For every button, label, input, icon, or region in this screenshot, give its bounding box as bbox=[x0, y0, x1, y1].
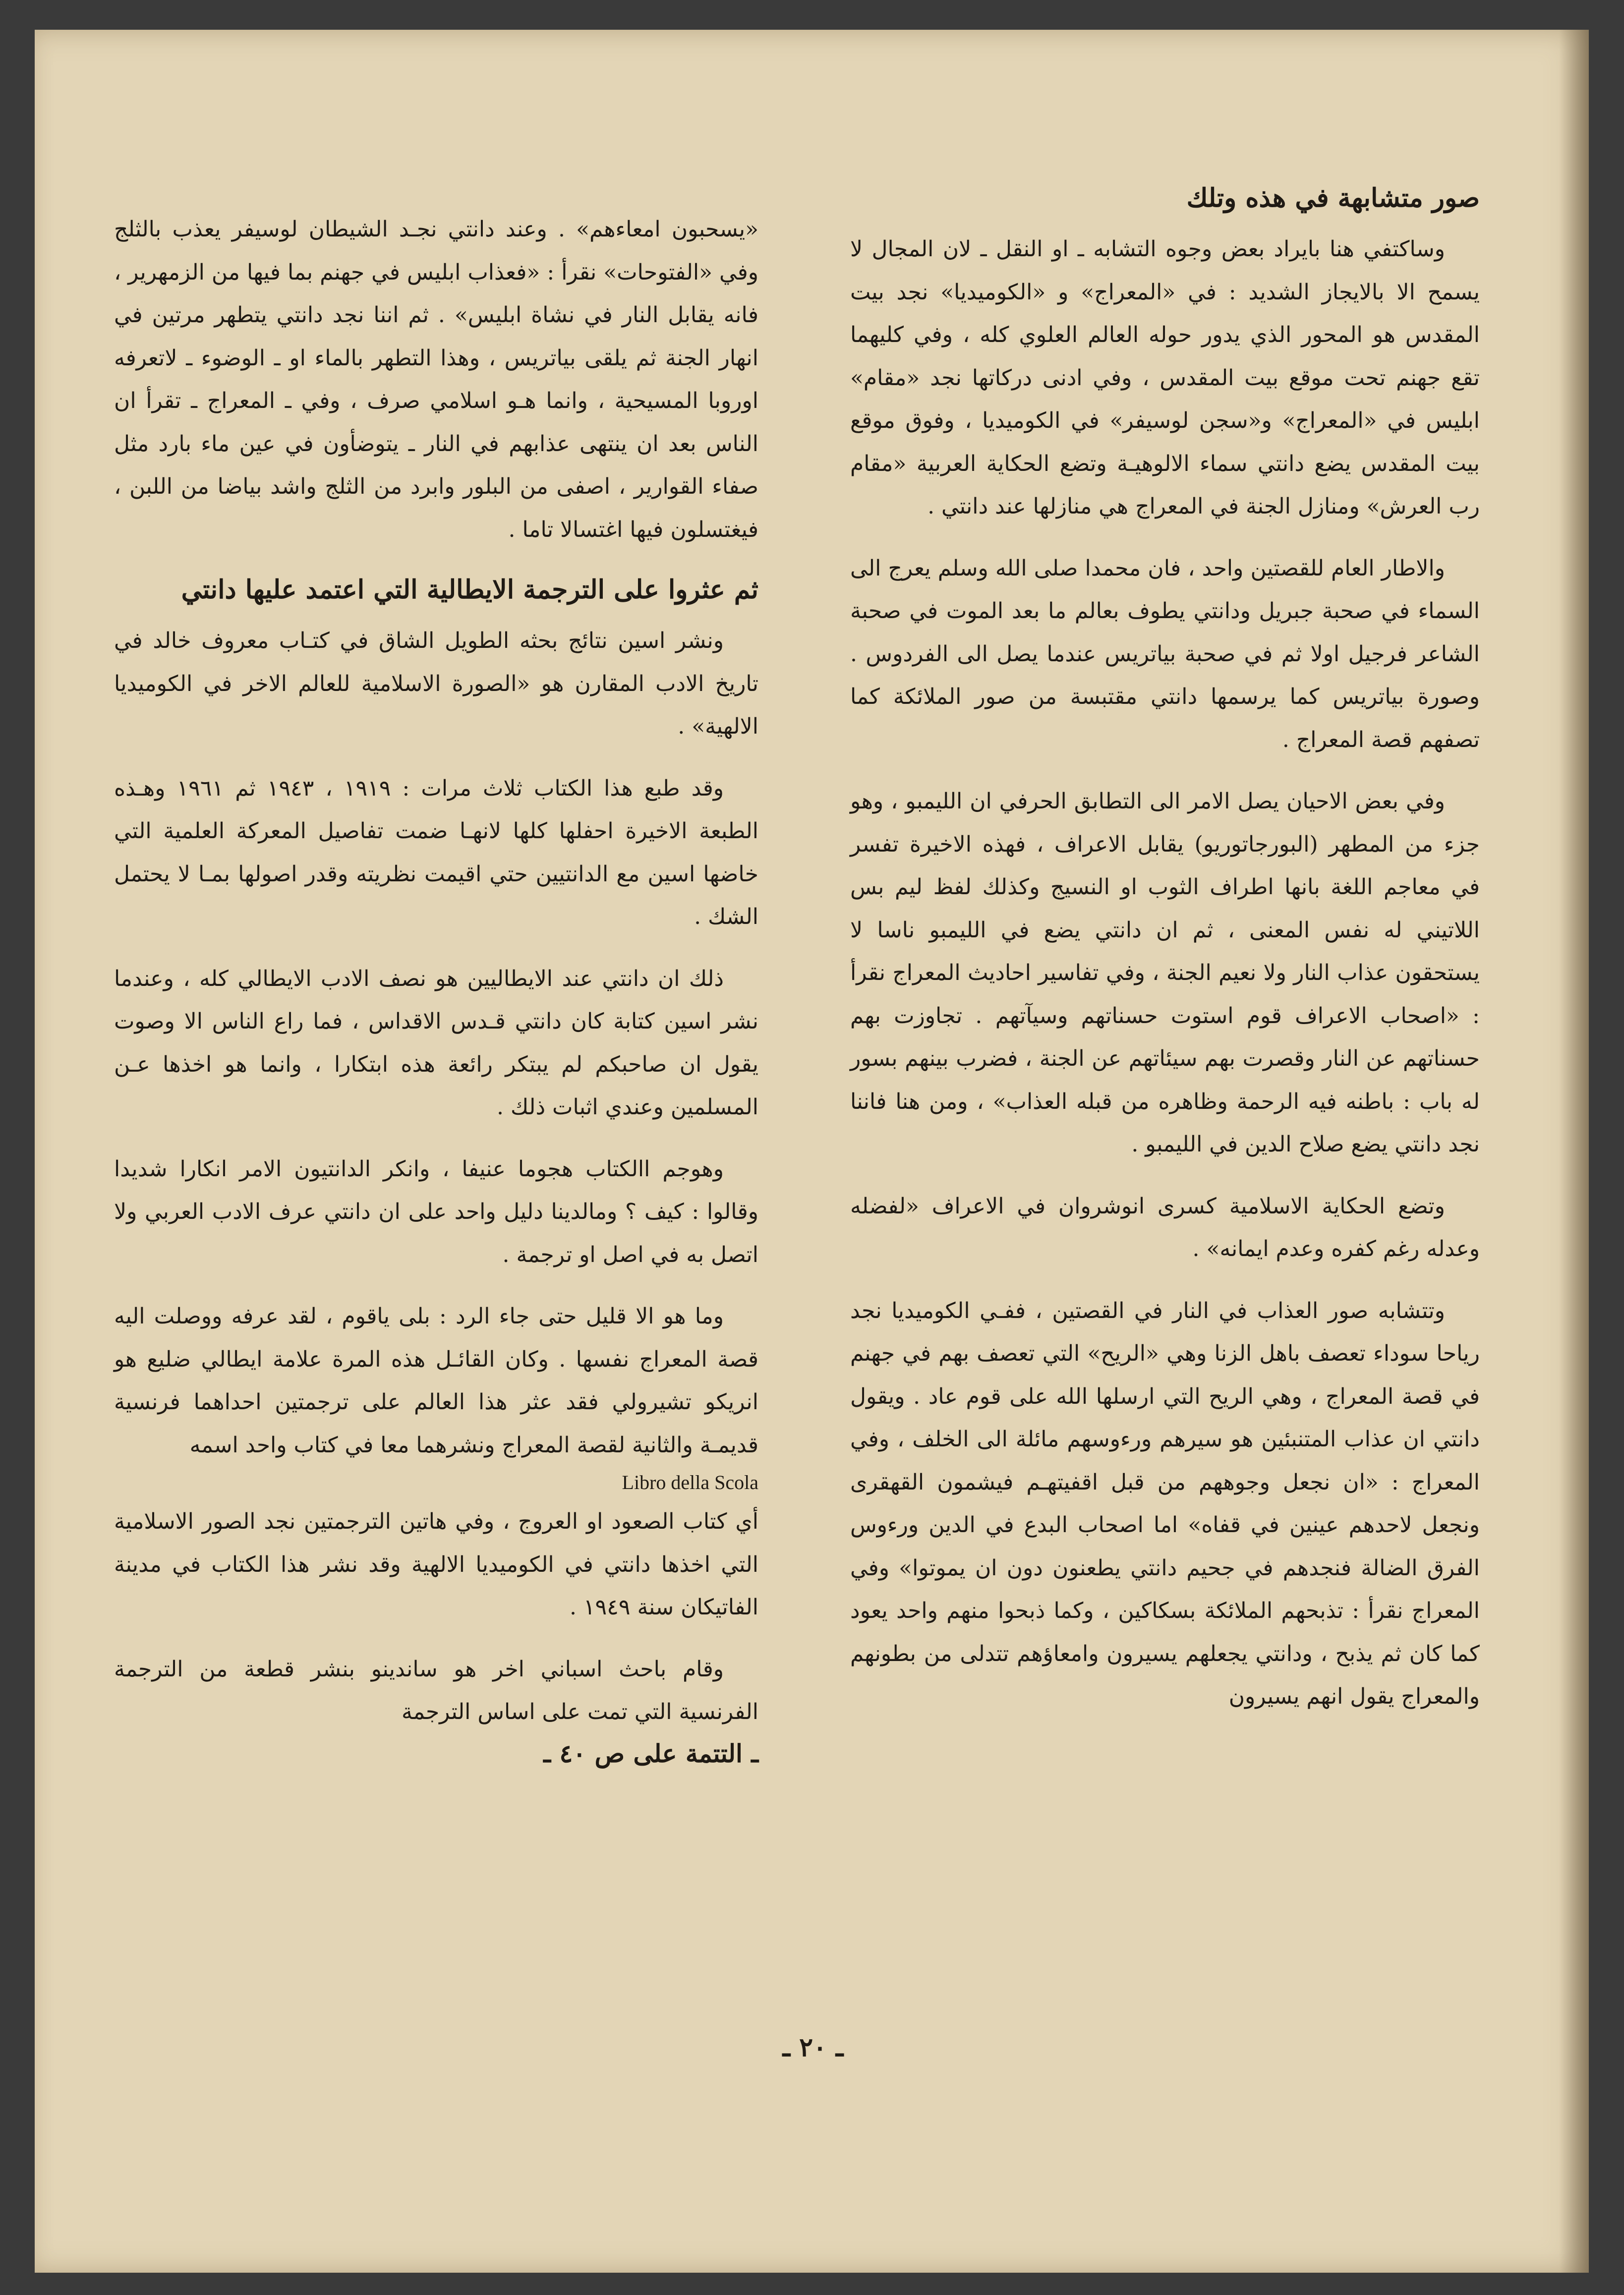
paragraph: «يسحبون امعاءهم» . وعند دانتي نجـد الشيطان لوسيفر يعذب بالثلج وفي «الفتوحات» نقرأ : «فعذاب ابليس في جهنم بما فيها من الزمهرير ، فانه يقابل النار في نشاة ابليس» . ثم اننا نجد دانتي يتطهر مرتين في انهار الجنة ثم يلقى بياتريس ، وهذا التطهر بالماء او ـ الوضوء ـ لاتعرفه اوروبا المسيحية ، وانما هـو اسلامي صرف ، وفي ـ المعراج ـ تقرأ ان الناس بعد ان ينتهى عذابهم في النار ـ يتوضأون في عين ماء بارد مثل صفاء القوارير ، اصفى من البلور وابرد من الثلج واشد بياضا من اللبن ، فيغتسلون فيها اغتسالا تاما . bbox=[114, 217, 758, 542]
paragraph: وساكتفي هنا بايراد بعض وجوه التشابه ـ او النقل ـ لان المجال لا يسمح الا بالايجاز الشديد : في «المعراج» و «الكوميديا» نجد بيت المقدس هو المحور الذي يدور حوله العالم العلوي كله ، وفي كليهما تقع جهنم تحت موقع بيت المقدس ، وفي ادنى دركاتها نجد «مقام» ابليس في «المعراج» و«سجن لوسيفر» في الكوميديا ، وفوق موقع بيت المقدس يضع دانتي سماء الالوهيـة وتضع الحكاية العربية «مقام رب العرش» ومنازل الجنة في المعراج هي منازلها عند دانتي . bbox=[850, 236, 1480, 519]
left-column bbox=[114, 208, 758, 1774]
section-heading: ثم عثروا على الترجمة الايطالية التي اعتمد عليها دانتي bbox=[181, 574, 758, 605]
paragraph: ونشر اسين نتائج بحثه الطويل الشاق في كتـاب معروف خالد في تاريخ الادب المقارن هو «الصورة الاسلامية للعالم الاخر في الكوميديا الالهية» . bbox=[114, 628, 758, 739]
page-edge-shadow bbox=[1559, 30, 1589, 2273]
paragraph: وفي بعض الاحيان يصل الامر الى التطابق الحرفي ان الليمبو ، وهو جزء من المطهر (البورجاتوريو) يقابل الاعراف ، فهذه الاخيرة تفسر في معاجم اللغة بانها اطراف الثوب او النسيج وكذلك لفظ ليم بس اللاتيني له نفس المعنى ، ثم ان دانتي يضع في الليمبو ناسا لا يستحقون عذاب النار ولا نعيم الجنة ، وفي تفاسير احاديث المعراج نقرأ : «اصحاب الاعراف قوم استوت حسناتهم وسيآتهم . تجاوزت بهم حسناتهم عن النار وقصرت بهم سيئاتهم عن الجنة ، فضرب بينهم بسور له باب : باطنه فيه الرحمة وظاهره من قبله العذاب» ، ومن هنا فاننا نجد دانتي يضع صلاح الدين في الليمبو . bbox=[850, 789, 1480, 1157]
paragraph: وتضع الحكاية الاسلامية كسرى انوشروان في الاعراف «لفضله وعدله رغم كفره وعدم ايمانه» . bbox=[850, 1193, 1480, 1262]
right-column bbox=[850, 178, 1480, 1737]
paragraph: والاطار العام للقصتين واحد ، فان محمدا صلى الله وسلم يعرج الى السماء في صحبة جبريل ودانتي يطوف بعالم ما بعد الموت في صحبة الشاعر فرجيل اولا ثم في صحبة بياتريس عندما يصل الى الفردوس . وصورة بياتريس كما يرسمها دانتي مقتبسة من صور الملائكة كما تصفهم قصة المعراج . bbox=[850, 555, 1480, 752]
paragraph: أي كتاب الصعود او العروج ، وفي هاتين الترجمتين نجد الصور الاسلامية التي اخذها دانتي في الكوميديا الالهية وقد نشر هذا الكتاب في مدينة الفاتيكان سنة ١٩٤٩ . bbox=[114, 1509, 758, 1620]
section-heading: صور متشابهة في هذه وتلك bbox=[1186, 183, 1480, 213]
paragraph: ذلك ان دانتي عند الايطاليين هو نصف الادب الايطالي كله ، وعندما نشر اسين كتابة كان دانتي قـدس الاقداس ، فما راع الناس الا وصوت يقول ان صاحبكم لم يبتكر رائعة هذه ابتكارا ، وانما هو اخذها عـن المسلمين وعندي اثبات ذلك . bbox=[114, 966, 758, 1120]
paragraph: وهوجم االكتاب هجوما عنيفا ، وانكر الدانتيون الامر انكارا شديدا وقالوا : كيف ؟ ومالدينا دليل واحد على ان دانتي عرف الادب العربي ولا اتصل به في اصل او ترجمة . bbox=[114, 1156, 758, 1267]
paragraph: وقد طبع هذا الكتاب ثلاث مرات : ١٩١٩ ، ١٩٤٣ ثم ١٩٦١ وهـذه الطبعة الاخيرة احفلها كلها لانهـا ضمت تفاصيل المعركة العلمية التي خاضها اسين مع الدانتيين حتي اقيمت نظريته وقدر اصولها بمـا لا يحتمل الشك . bbox=[114, 775, 758, 929]
latin-book-title: Libro della Scola bbox=[622, 1471, 758, 1493]
paragraph: وما هو الا قليل حتى جاء الرد : بلى ياقوم ، لقد عرفه ووصلت اليه قصة المعراج نفسها . وكان القائـل هذه المرة علامة ايطالي ضليع هو انريكو تشيرولي فقد عثر هذا العالم على ترجمتين احداهما فرنسية قديمـة والثانية لقصة المعراج ونشرهما معا في كتاب واحد اسمه bbox=[114, 1304, 758, 1458]
paragraph: وتتشابه صور العذاب في النار في القصتين ، ففـي الكوميديا نجد رياحا سوداء تعصف باهل الزنا وهي «الريح» التي تعصف بهم في جهنم في قصة المعراج ، وهي الريح التي ارسلها الله على قوم عاد . ويقول دانتي ان عذاب المتنبئين هو سيرهم ورءوسهم مائلة الى الخلف ، وفي المعراج : «ان نجعل وجوههم من قبل اقفيتهـم فيشمون القهقرى ونجعل لاحدهم عينين في قفاه» اما اصحاب البدع في الدين ورءوس الفرق الضالة فنجدهم في جحيم دانتي يطعنون دون ان يموتوا» وفي المعراج نقرأ : تذبحهم الملائكة بسكاكين ، وكما ذبحوا منهم واحد يعود كما كان ثم يذبح ، ودانتي يجعلهم يسيرون وامعاؤهم تتدلى من بطونهم والمعراج يقول انهم يسيرون bbox=[850, 1298, 1480, 1709]
page-number: ـ ٢٠ ـ bbox=[782, 2032, 844, 2063]
continuation-note: ـ التتمة على ص ٤٠ ـ bbox=[543, 1738, 758, 1768]
magazine-page bbox=[35, 30, 1589, 2273]
paragraph: وقام باحث اسباني اخر هو ساندينو بنشر قطعة من الترجمة الفرنسية التي تمت على اساس الترجمة bbox=[114, 1656, 758, 1724]
